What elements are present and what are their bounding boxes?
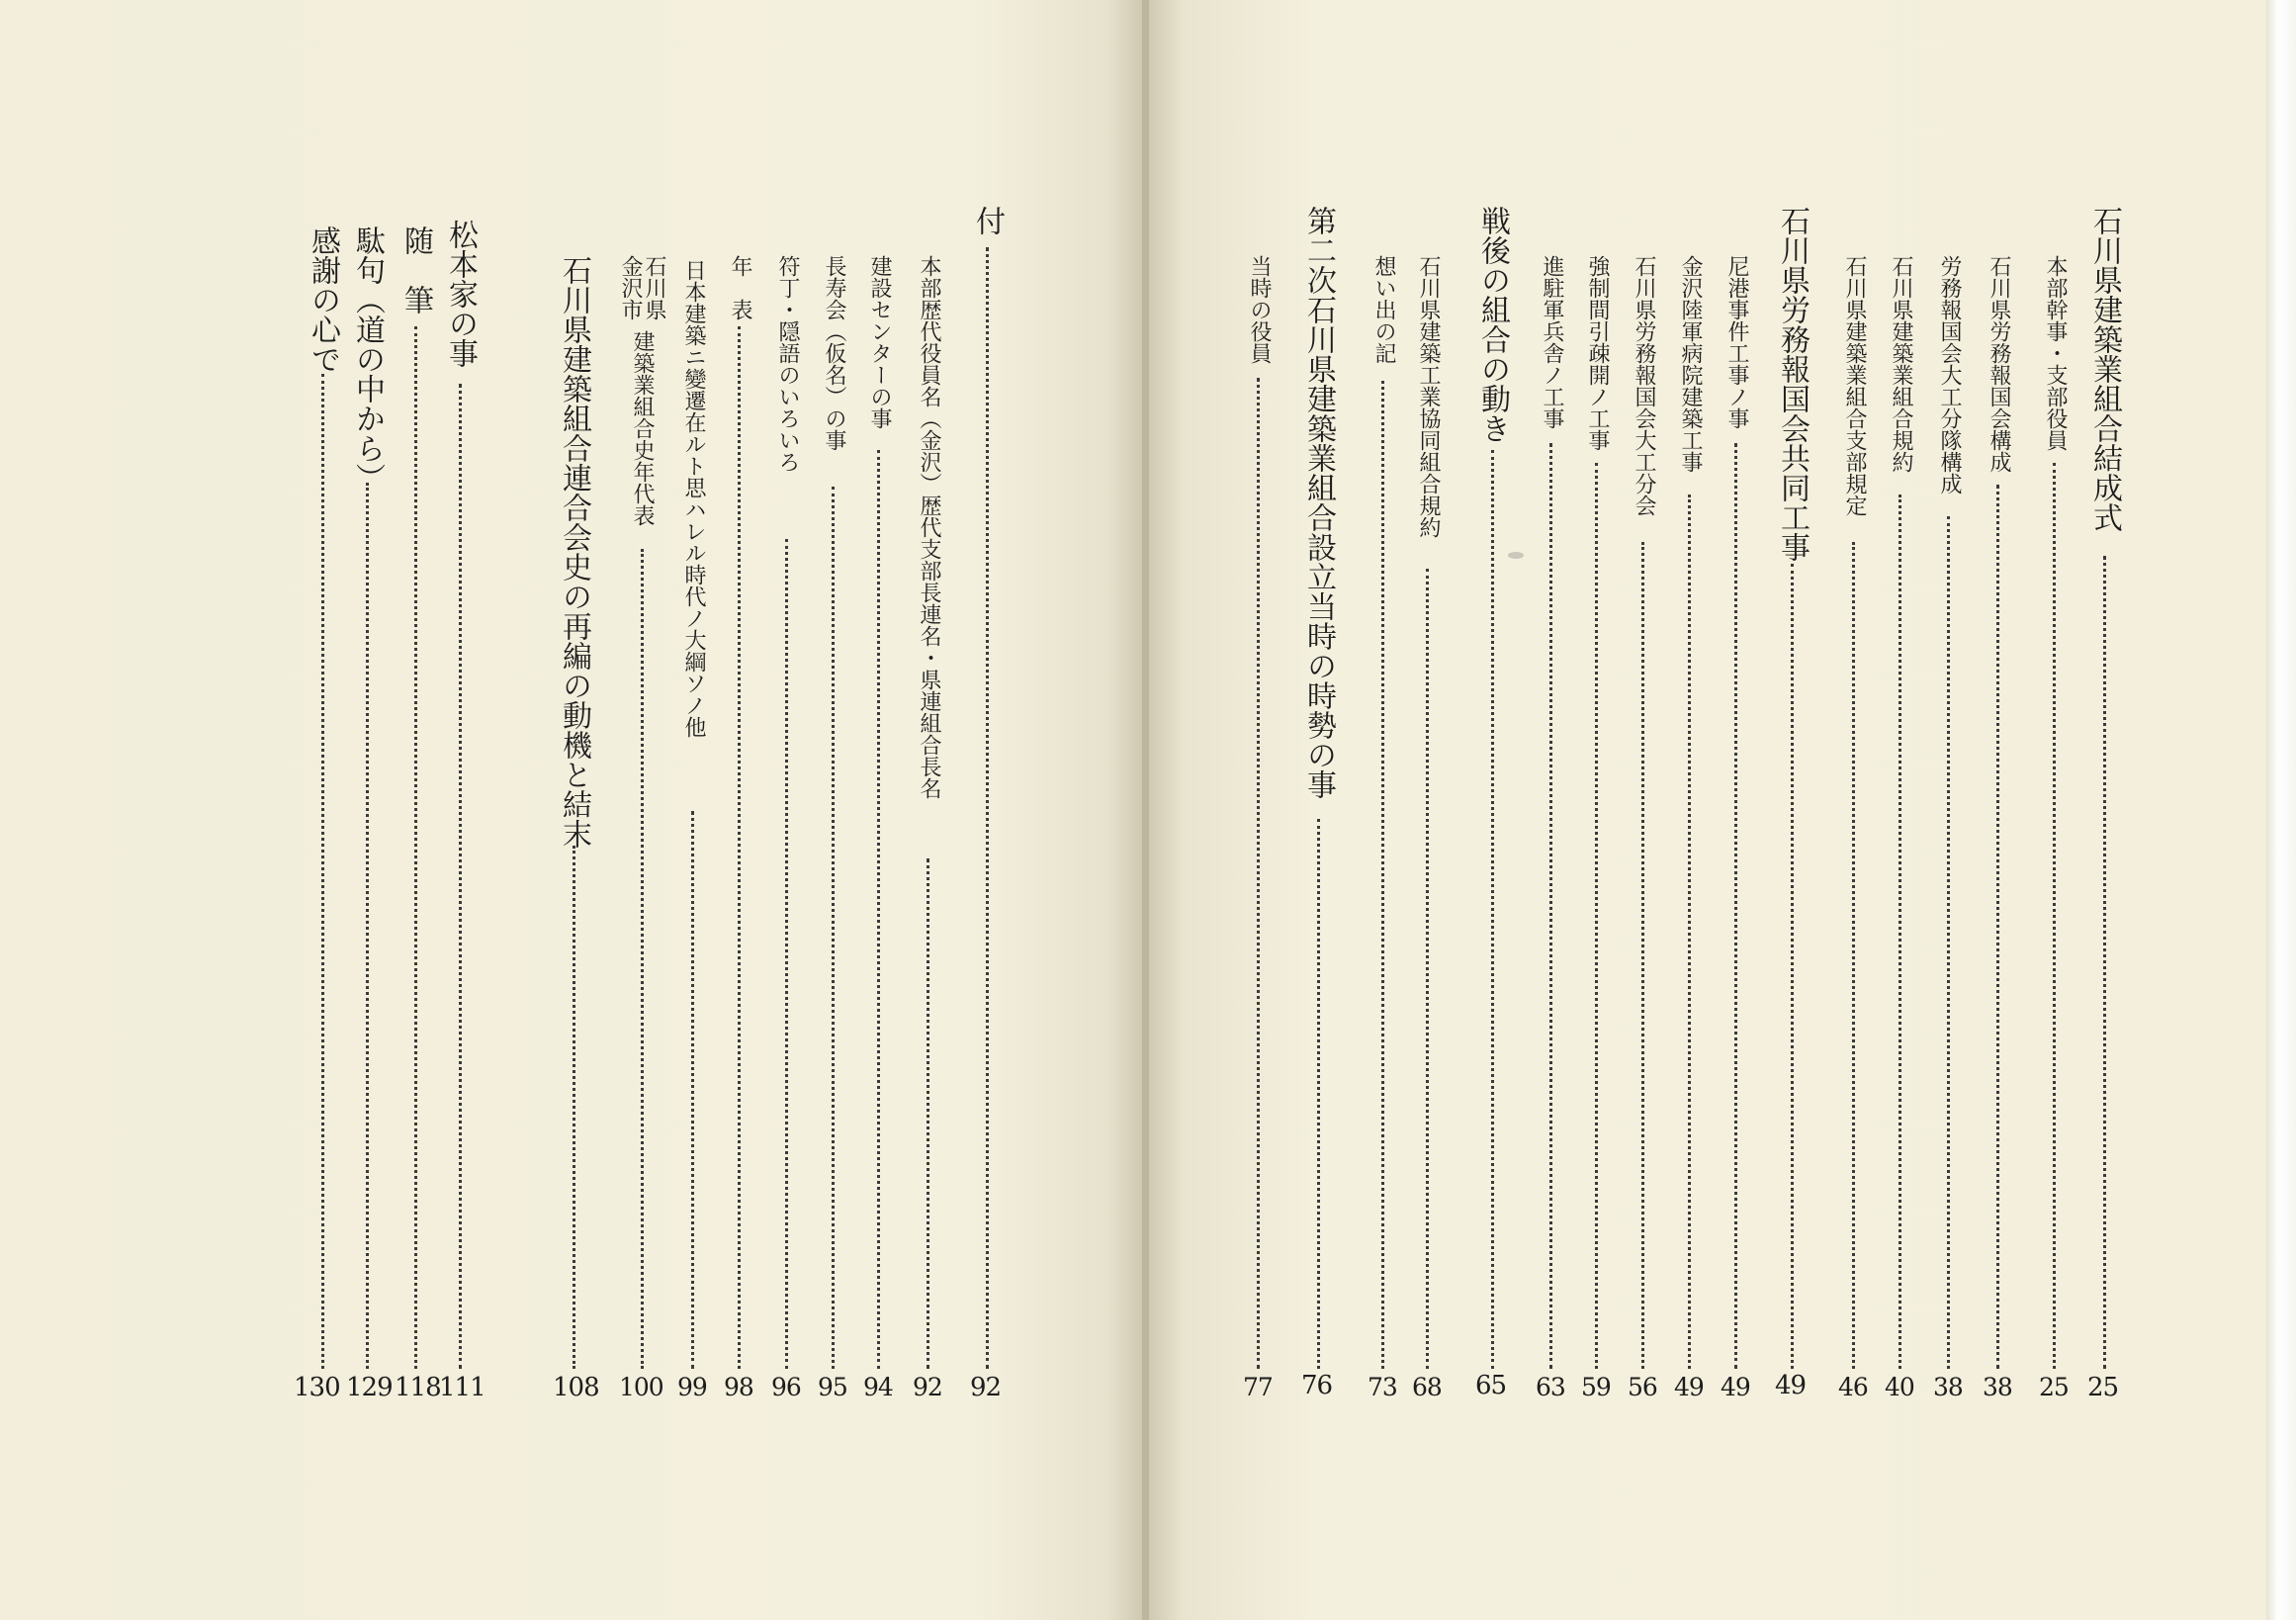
- toc-entry-title: 石川県労務報国会構成: [1987, 255, 2011, 473]
- toc-entry-title: 石川県労務報国会共同工事: [1775, 206, 1810, 562]
- dot-leader: [1899, 495, 1901, 1369]
- dot-leader: [1734, 443, 1737, 1369]
- toc-entry-title: 尼港事件工事ノ事: [1724, 255, 1749, 429]
- toc-entry-title: 松本家の事: [443, 220, 478, 368]
- toc-page-number: 94: [863, 1373, 893, 1401]
- toc-page-number: 111: [439, 1373, 486, 1402]
- toc-page-number: 76: [1301, 1371, 1333, 1400]
- toc-page-number: 129: [346, 1373, 393, 1402]
- dot-leader: [414, 326, 417, 1369]
- dot-leader: [691, 811, 694, 1369]
- toc-entry-title: 長寿会（仮名）の事: [822, 255, 846, 451]
- toc-entry-title: 石川県建築工業協同組合規約: [1416, 255, 1441, 538]
- book-gutter: [1142, 0, 1149, 1620]
- toc-entry-title: 石川県建築業組合支部規定: [1842, 255, 1867, 516]
- toc-entry-title: 進駐軍兵舎ノ工事: [1540, 255, 1564, 429]
- toc-entry-title: 石川県建築業組合規約: [1889, 255, 1913, 473]
- toc-page-number: 38: [1983, 1373, 2012, 1401]
- dot-leader: [1688, 495, 1691, 1369]
- dot-leader: [1852, 542, 1855, 1369]
- toc-page-number: 38: [1933, 1373, 1963, 1401]
- toc-page-number: 49: [1721, 1373, 1750, 1401]
- dot-leader: [321, 374, 324, 1369]
- toc-entry-title: 第二次石川県建築業組合設立当時の時勢の事: [1301, 206, 1336, 799]
- dot-leader: [832, 487, 835, 1369]
- toc-page-number: 65: [1475, 1371, 1507, 1400]
- toc-page-number: 68: [1412, 1373, 1442, 1401]
- dot-leader: [986, 247, 989, 1369]
- dot-leader: [1641, 542, 1644, 1369]
- dot-leader: [641, 549, 644, 1369]
- toc-page-number: 40: [1885, 1373, 1914, 1401]
- toc-entry-title: 本部幹事・支部役員: [2043, 255, 2068, 451]
- toc-page-number: 92: [913, 1373, 942, 1401]
- toc-entry-title: 想い出の記: [1371, 255, 1396, 364]
- dot-leader: [1317, 819, 1320, 1369]
- toc-page-number: 95: [818, 1373, 847, 1401]
- toc-page-number: 59: [1581, 1373, 1611, 1401]
- dot-leader: [738, 326, 741, 1369]
- toc-page-number: 25: [2039, 1373, 2069, 1401]
- toc-page-number: 98: [724, 1373, 753, 1401]
- toc-entry-title: 戦後の組合の動き: [1475, 206, 1510, 443]
- toc-entry-title: 建設センターの事: [867, 255, 892, 429]
- toc-entry-title: 随 筆: [398, 225, 433, 315]
- dot-leader: [1491, 450, 1494, 1369]
- toc-entry-title-line2: 金沢市: [618, 255, 643, 320]
- dot-leader: [785, 539, 788, 1369]
- toc-page-number: 92: [970, 1373, 1002, 1402]
- toc-page-number: 49: [1775, 1371, 1807, 1400]
- toc-entry-title: 石川県: [642, 255, 666, 320]
- toc-page-number: 25: [2087, 1373, 2119, 1402]
- dot-leader: [1791, 564, 1794, 1369]
- page-edge: [2266, 0, 2296, 1620]
- toc-page-number: 56: [1628, 1373, 1657, 1401]
- toc-entry-title: 当時の役員: [1247, 255, 1272, 364]
- toc-page-number: 46: [1838, 1373, 1868, 1401]
- dot-leader: [459, 384, 462, 1369]
- toc-page-number: 63: [1536, 1373, 1565, 1401]
- toc-page-number: 100: [619, 1373, 663, 1401]
- toc-page-number: 73: [1368, 1373, 1397, 1401]
- toc-page-number: 96: [771, 1373, 801, 1401]
- toc-entry-title: 日本建築ニ變遷在ルト思ハレル時代ノ大綱ソノ他: [681, 259, 706, 738]
- dot-leader: [877, 450, 880, 1369]
- dot-leader: [573, 846, 575, 1369]
- toc-page-number: 77: [1243, 1373, 1273, 1401]
- dot-leader: [2103, 556, 2106, 1369]
- toc-entry-title: 石川県労務報国会大工分会: [1632, 255, 1656, 516]
- dot-leader: [1257, 378, 1260, 1369]
- toc-entry-title: 駄句（道の中から）: [350, 225, 385, 493]
- dot-leader: [1426, 569, 1429, 1369]
- toc-page-number: 49: [1674, 1373, 1704, 1401]
- toc-entry-title: 強制間引疎開ノ工事: [1585, 255, 1610, 451]
- toc-entry-title: 付: [970, 206, 1005, 235]
- toc-entry-title: 金沢陸軍病院建築工事: [1678, 255, 1703, 473]
- dot-leader: [927, 858, 929, 1369]
- toc-page-number: 130: [294, 1373, 340, 1402]
- toc-entry-title-tail: 建築業組合史年代表: [630, 330, 655, 526]
- dot-leader: [366, 483, 369, 1369]
- dot-leader: [1996, 485, 1999, 1369]
- toc-page-number: 108: [553, 1373, 599, 1402]
- dot-leader: [1381, 381, 1384, 1369]
- toc-entry-title: 年 表: [728, 255, 752, 320]
- dot-leader: [1947, 516, 1950, 1369]
- toc-entry-title: 感謝の心で: [306, 225, 340, 374]
- dot-leader: [2053, 463, 2056, 1369]
- toc-entry-title: 労務報国会大工分隊構成: [1937, 255, 1962, 495]
- toc-page-number: 118: [395, 1373, 441, 1402]
- dot-leader: [1595, 463, 1598, 1369]
- toc-entry-title: 石川県建築業組合結成式: [2087, 206, 2122, 532]
- toc-page-number: 99: [677, 1373, 707, 1401]
- toc-entry-title: 符丁・隠語のいろいろ: [775, 255, 800, 473]
- ink-smudge: [1508, 552, 1524, 559]
- toc-entry-title: 石川県建築組合連合会史の再編の動機と結末: [557, 255, 591, 849]
- toc-entry-title: 本部歴代役員名（金沢）歴代支部長連名・県連組合長名: [917, 255, 941, 799]
- dot-leader: [1549, 443, 1552, 1369]
